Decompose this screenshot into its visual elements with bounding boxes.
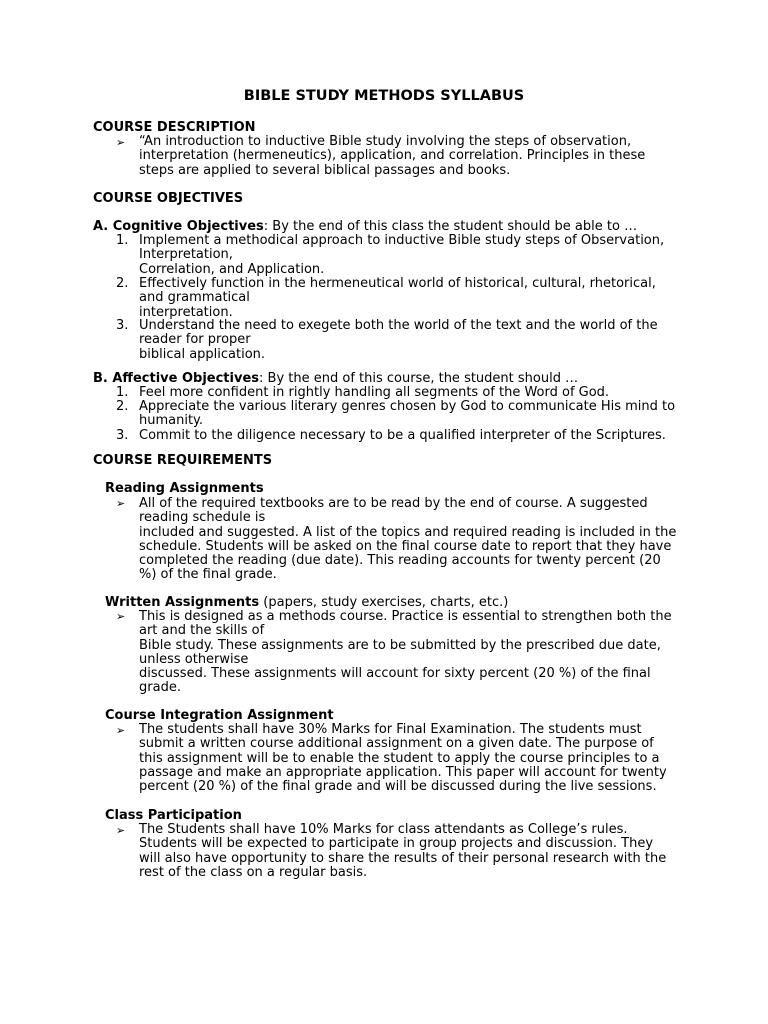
text-line: Bible study. These assignments are to be submitted by the prescribed due date, [139,637,661,653]
written-assignments-text [139,610,684,696]
text-line: “An introduction to inductive Bible study involving the steps of observation, [139,134,632,149]
text-line: Effectively function in the hermeneutical world of historical, cultural, rhetorical, [139,276,656,291]
text-line: interpretation. [139,304,233,320]
text-line: humanity. [139,413,204,429]
cognitive-objectives-label: A. Cognitive Objectives [93,219,264,234]
text-line: and grammatical [139,290,250,306]
course-objectives-heading: COURSE OBJECTIVES [93,191,244,206]
text-line: Correlation, and Application. [139,261,325,277]
written-assignments-note: (papers, study exercises, charts, etc.) [259,595,509,610]
reading-assignments-heading [105,482,264,496]
list-number: 2. [116,399,129,414]
bullet-arrow-icon: ➢ [116,610,126,623]
bullet-arrow-icon: ➢ [116,497,126,510]
affective-objectives-label: B. Affective Objectives [93,371,260,386]
list-item [139,429,684,443]
text-line: percent (20 %) of the final grade and will be discussed during the live sessions. [139,779,657,795]
reading-assignments-text [139,497,684,583]
text-line: Implement a methodical approach to inductive Bible study steps of Observation, [139,233,665,248]
list-number: 2. [116,276,129,291]
text-line: The students shall have 30% Marks for Final Examination. The students must [139,722,642,737]
text-line: %) of the final grade. [139,567,277,583]
bullet-arrow-icon: ➢ [116,824,126,837]
class-participation-text [139,823,684,880]
text-line: interpretation (hermeneutics), application, and correlation. Principles in these [139,148,646,164]
page-title: BIBLE STUDY METHODS SYLLABUS [243,88,525,104]
text-line: art and the skills of [139,623,265,639]
text-line: discussed. These assignments will account for sixty percent (20 %) of the final [139,666,651,682]
text-line: Interpretation, [139,247,233,263]
list-item [139,234,684,277]
text-line: reading schedule is [139,510,266,526]
text-line: This is designed as a methods course. Practice is essential to strengthen both the [139,609,672,624]
affective-objectives-intro: : By the end of this course, the student should … [259,371,579,386]
text-line: unless otherwise [139,651,249,667]
course-description-text [139,135,684,178]
bullet-arrow-icon: ➢ [116,136,126,149]
list-number: 1. [116,233,129,248]
list-number: 3. [116,318,129,333]
text-line: steps are applied to several biblical passages and books. [139,162,511,178]
list-item [139,319,684,362]
course-integration-label: Course Integration Assignment [105,708,334,723]
list-item [139,277,684,320]
text-line: submit a written course additional assignment on a given date. The purpose of [139,736,654,752]
course-description-heading: COURSE DESCRIPTION [93,120,256,135]
text-line: passage and make an appropriate application. This paper will account for twenty [139,764,667,780]
cognitive-objectives-intro: : By the end of this class the student should be able to … [263,219,638,234]
text-line: included and suggested. A list of the topics and required reading is included in the [139,524,677,540]
text-line: will also have opportunity to share the results of their personal research with the [139,850,667,866]
text-line: completed the reading (due date). This reading accounts for twenty percent (20 [139,553,661,569]
reading-assignments-label: Reading Assignments [105,481,264,496]
text-line: grade. [139,680,181,696]
text-line: Commit to the diligence necessary to be a qualified interpreter of the Scriptures. [139,428,666,443]
list-number: 1. [116,385,129,400]
text-line: Feel more confident in rightly handling all segments of the Word of God. [139,385,610,400]
text-line: Students will be expected to participate in group projects and discussion. They [139,836,654,852]
text-line: The Students shall have 10% Marks for class attendants as College’s rules. [139,822,628,837]
course-integration-text [139,723,684,794]
text-line: biblical application. [139,346,266,362]
text-line: reader for proper [139,332,251,348]
text-line: this assignment will be to enable the student to apply the course principles to a [139,750,660,766]
text-line: schedule. Students will be asked on the final course date to report that they have [139,538,672,554]
written-assignments-label: Written Assignments [105,595,260,610]
course-requirements-heading: COURSE REQUIREMENTS [93,453,273,468]
text-line: Understand the need to exegete both the world of the text and the world of the [139,318,658,333]
bullet-arrow-icon: ➢ [116,724,126,737]
list-item [139,400,684,429]
list-number: 3. [116,428,129,443]
text-line: Appreciate the various literary genres chosen by God to communicate His mind to [139,399,676,414]
class-participation-label: Class Participation [105,808,242,823]
text-line: rest of the class on a regular basis. [139,864,368,880]
text-line: All of the required textbooks are to be read by the end of course. A suggested [139,496,648,511]
